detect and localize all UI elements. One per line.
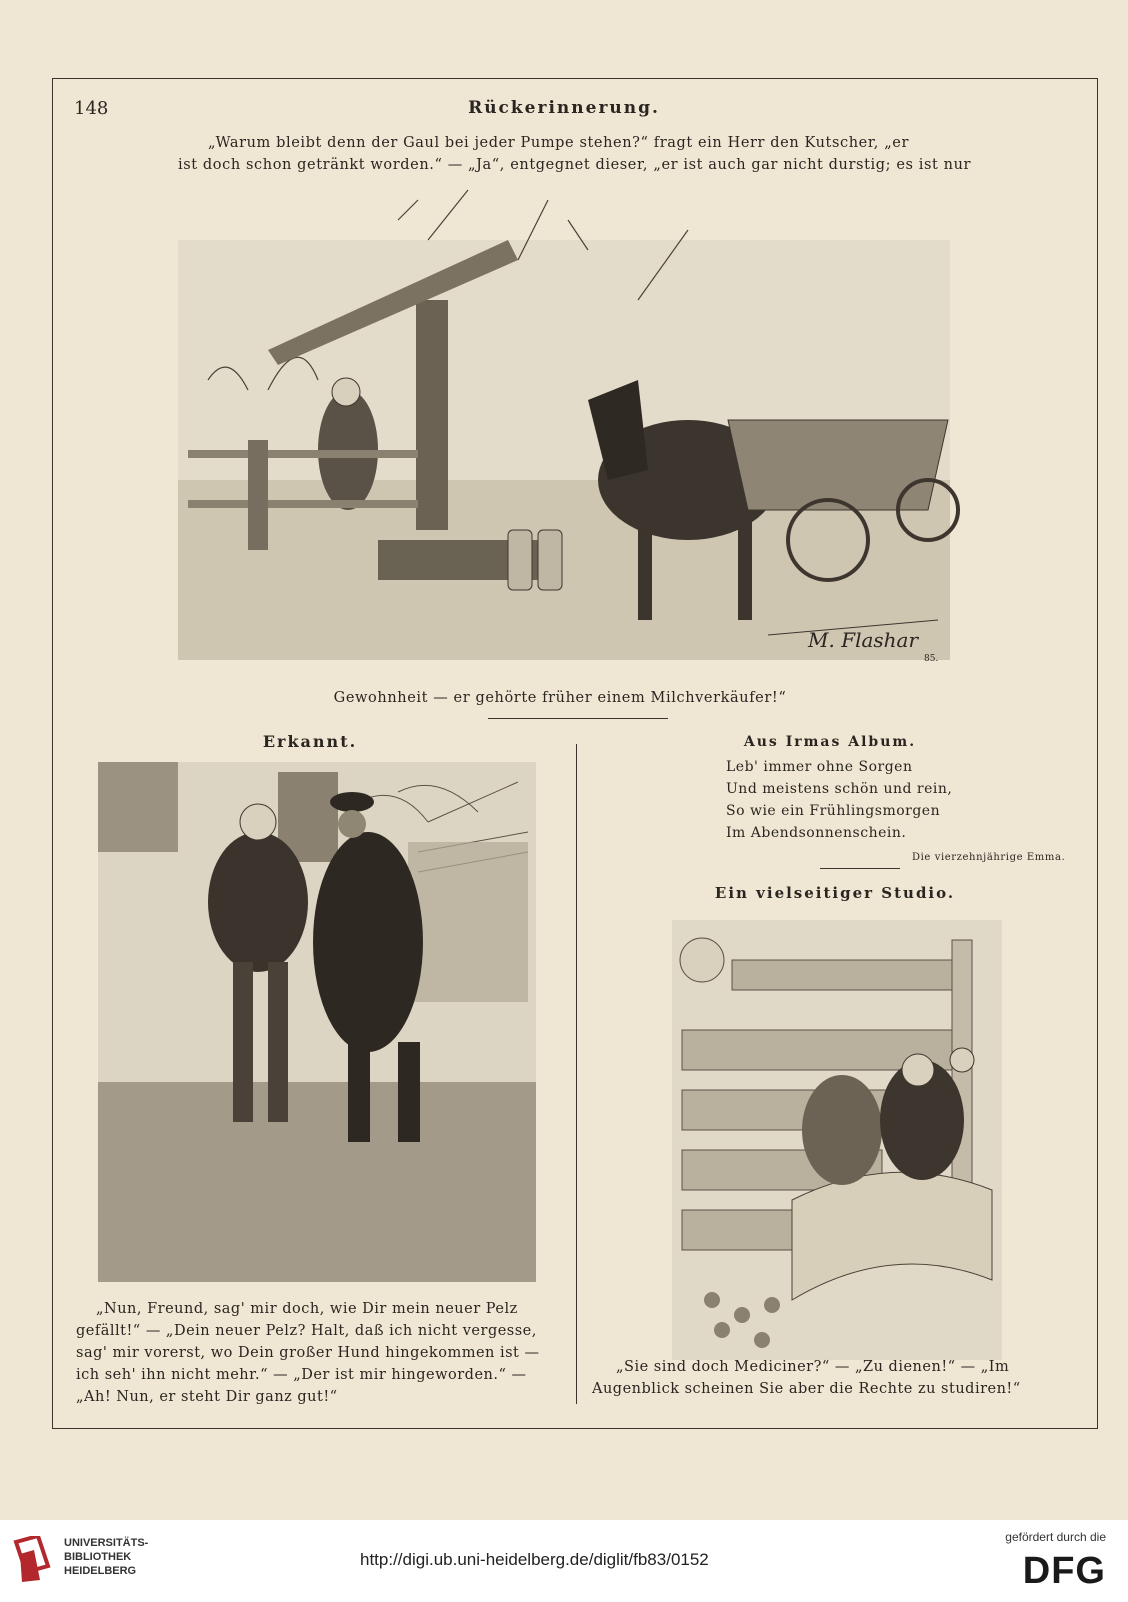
studio-line-2: Augenblick scheinen Sie aber die Rechte zu studiren!“ <box>592 1381 1021 1397</box>
erkannt-line-3: sag' mir vorerst, wo Dein großer Hund hingekommen ist — <box>76 1345 540 1361</box>
library-name <box>64 1536 148 1578</box>
ub-heidelberg-logo-icon <box>12 1536 52 1584</box>
erkannt-title: Erkannt. <box>262 732 358 751</box>
illustration1-year: 85. <box>924 654 939 664</box>
erkannt-text <box>76 1298 554 1408</box>
dfg-logo: DFG <box>1022 1550 1106 1592</box>
intro-text <box>178 132 988 176</box>
intro-line-1: „Warum bleibt denn der Gaul bei jeder Pumpe stehen?“ fragt ein Herr den Kutscher, „er <box>208 135 910 151</box>
studio-line-1: „Sie sind doch Mediciner?“ — „Zu dienen!“ — „Im <box>616 1359 1010 1375</box>
intro-line-2: ist doch schon getränkt worden.“ — „Ja“, entgegnet dieser, „er ist auch gar nicht durstig; es ist nur <box>178 157 972 173</box>
library-line-3: HEIDELBERG <box>64 1565 137 1577</box>
erkannt-line-2: gefällt!“ — „Dein neuer Pelz? Halt, daß ich nicht vergesse, <box>76 1323 537 1339</box>
erkannt-line-4: ich seh' ihn nicht mehr.“ — „Der ist mir hingeworden.“ — <box>76 1367 527 1383</box>
poem-line-1: Leb' immer ohne Sorgen <box>726 759 913 775</box>
theatre-illustration <box>672 920 1002 1360</box>
erkannt-line-5: „Ah! Nun, er steht Dir ganz gut!“ <box>76 1389 338 1405</box>
poem-line-2: Und meistens schön und rein, <box>726 781 953 797</box>
erkannt-illustration <box>98 762 536 1290</box>
caption-gewohnheit: Gewohnheit — er gehörte früher einem Milchverkäufer!“ <box>333 690 787 706</box>
album-poem <box>726 756 966 844</box>
album-title: Aus Irmas Album. <box>743 734 917 750</box>
poem-line-3: So wie ein Frühlingsmorgen <box>726 803 941 819</box>
caption-divider <box>488 718 668 719</box>
library-line-1: UNIVERSITÄTS- <box>64 1537 149 1549</box>
illustration1-signature: M. Flashar <box>808 628 919 652</box>
album-signature: Die vierzehnjährige Emma. <box>912 852 1066 863</box>
footer-bar <box>0 1520 1128 1602</box>
funded-by-label: gefördert durch die <box>1005 1530 1106 1544</box>
column-divider <box>576 744 577 1404</box>
digital-url-link[interactable]: http://digi.ub.uni-heidelberg.de/diglit/fb83/0152 <box>360 1550 709 1569</box>
pump-horse-illustration <box>168 180 960 668</box>
album-divider <box>820 868 900 869</box>
studio-text <box>592 1356 1068 1400</box>
page-number: 148 <box>74 98 109 119</box>
library-line-2: BIBLIOTHEK <box>64 1551 132 1563</box>
poem-line-4: Im Abendsonnenschein. <box>726 825 907 841</box>
erkannt-line-1: „Nun, Freund, sag' mir doch, wie Dir mein neuer Pelz <box>96 1301 518 1317</box>
studio-title: Ein vielseitiger Studio. <box>714 884 956 902</box>
page-title: Rückerinnerung. <box>468 98 660 118</box>
